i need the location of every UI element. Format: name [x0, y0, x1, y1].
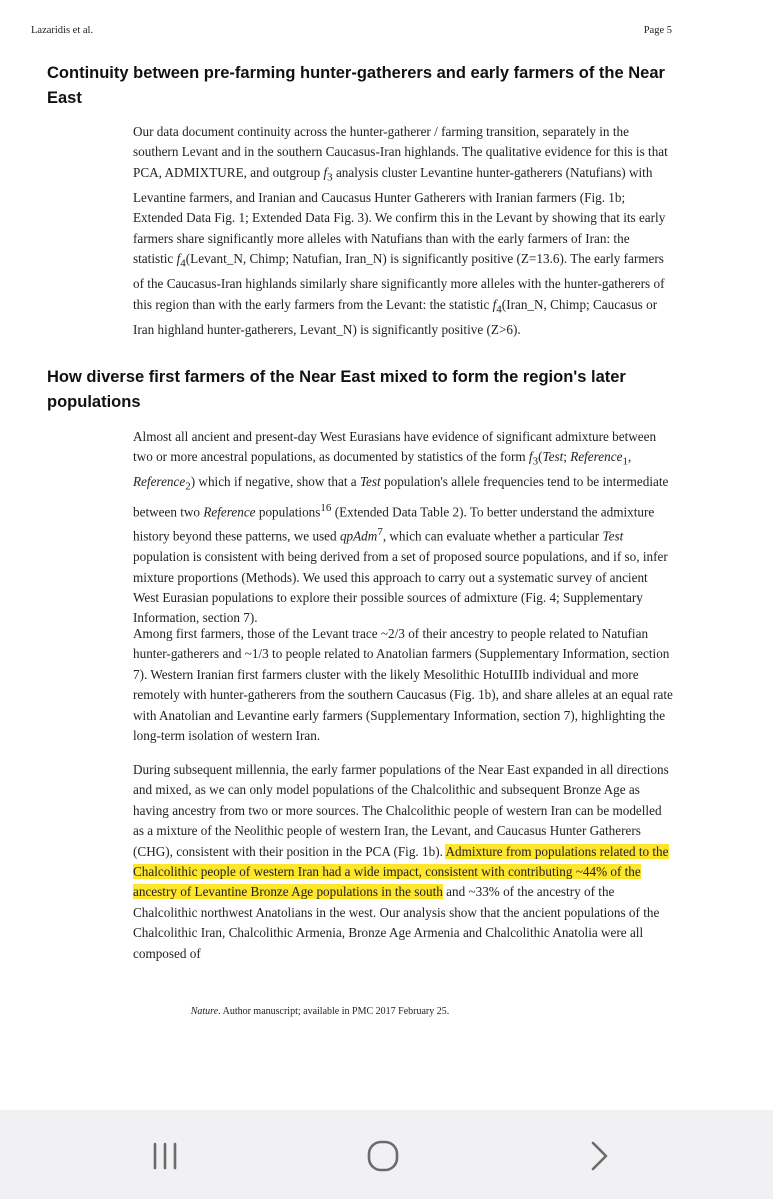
- android-navigation-bar: [0, 1110, 773, 1199]
- highlighted-text[interactable]: Admixture from populations related to the Chalcolithic people of western Iran had a wide impact, consistent with contributing ~44% of the ancestry of Levantine Bronze Age populations in the south: [133, 843, 669, 900]
- back-icon: [577, 1138, 621, 1174]
- section-heading-mixing: How diverse first farmers of the Near East mixed to form the region's later populations: [47, 368, 626, 411]
- recents-icon: [143, 1138, 187, 1174]
- page-number-label: Page 5: [643, 25, 672, 36]
- back-button[interactable]: [577, 1138, 621, 1174]
- home-button[interactable]: [361, 1138, 405, 1174]
- paragraph-continuity: Our data document continuity across the hunter-gatherer / farming transition, separately in the southern Levant and in the southern Caucasus-Iran highlands. The qualitative evidence for this is that PCA, ADMIXTURE, and outgroup $f_3$ analysis cluster Levantine hunter-gatherers (Natufians) with Levantine farmers, and Iranian and Caucasus Hunter Gatherers with Iranian farmers (Fig. 1b; Extended Data Fig. 1; Extended Data Fig. 3). We confirm this in the Levant by showing that its early farmers share significantly more alleles with Natufians than with the early farmers of Iran: the statistic $f_4(Levant\_N$, Chimp; Natufian, Iran_N) is significantly positive (Z=13.6). The early farmers of the Caucasus-Iran highlands similarly share significantly more alleles with the hunter-gatherers of this region than with the early farmers from the Levant: the statistic $f_4(Iran\_N$, Chimp; Caucasus or Iran highland hunter-gatherers, Levant_N) is significantly positive (Z>6).: [133, 124, 668, 337]
- section-heading-continuity: Continuity between pre-farming hunter-gatherers and early farmers of the Near East: [47, 64, 665, 107]
- paragraph-admixture-survey: Almost all ancient and present-day West Eurasians have evidence of significant admixture between two or more ancestral populations, as documented by statistics of the form $f_3(Test$; Reference$_1$, Reference$_2$) which if negative, show that a Test population's allele frequencies tend to be intermediate between two Reference populations$^{16}$ (Extended Data Table 2). To better understand the admixture history beyond these patterns, we used qpAdm$^7$, which can evaluate whether a particular Test population is consistent with being derived from a set of proposed source populations, and if so, infer mixture proportions (Methods). We used this approach to carry out a systematic survey of ancient West Eurasian populations to explore their possible sources of admixture (Fig. 4; Supplementary Information, section 7).: [133, 429, 669, 626]
- manuscript-footer: Nature. Author manuscript; available in PMC 2017 February 25.: [190, 1006, 450, 1017]
- running-header-author: Lazaridis et al.: [31, 25, 94, 36]
- paragraph-first-farmers: Among first farmers, those of the Levant trace ~2/3 of their ancestry to people related to Natufian hunter-gatherers and ~1/3 to people related to Anatolian farmers (Supplementary Information, section 7). Western Iranian first farmers cluster with the likely Mesolithic HotuIIIb individual and more remotely with hunter-gatherers from the southern Caucasus (Fig. 1b), and share alleles at an equal rate with Anatolian and Levantine early farmers (Supplementary Information, section 7), highlighting the long-term isolation of western Iran.: [133, 626, 673, 744]
- home-icon: [361, 1138, 405, 1174]
- recents-button[interactable]: [143, 1138, 187, 1174]
- paragraph-chalcolithic: During subsequent millennia, the early farmer populations of the Near East expanded in all directions and mixed, as we can only model populations of the Chalcolithic and subsequent Bronze Age as having ancestry from two or more sources. The Chalcolithic people of western Iran can be modelled as a mixture of the Neolithic people of western Iran, the Levant, and Caucasus Hunter Gatherers (CHG), consistent with their position in the PCA (Fig. 1b). Admixture from populations related to the Chalcolithic people of western Iran had a wide impact, consistent with contributing ~44% of the ancestry of Levantine Bronze Age populations in the south and ~33% of the ancestry of the Chalcolithic northwest Anatolians in the west. Our analysis show that the ancient populations of the Chalcolithic Iran, Chalcolithic Armenia, Bronze Age Armenia and Chalcolithic Anatolia were all composed of: [133, 762, 669, 961]
